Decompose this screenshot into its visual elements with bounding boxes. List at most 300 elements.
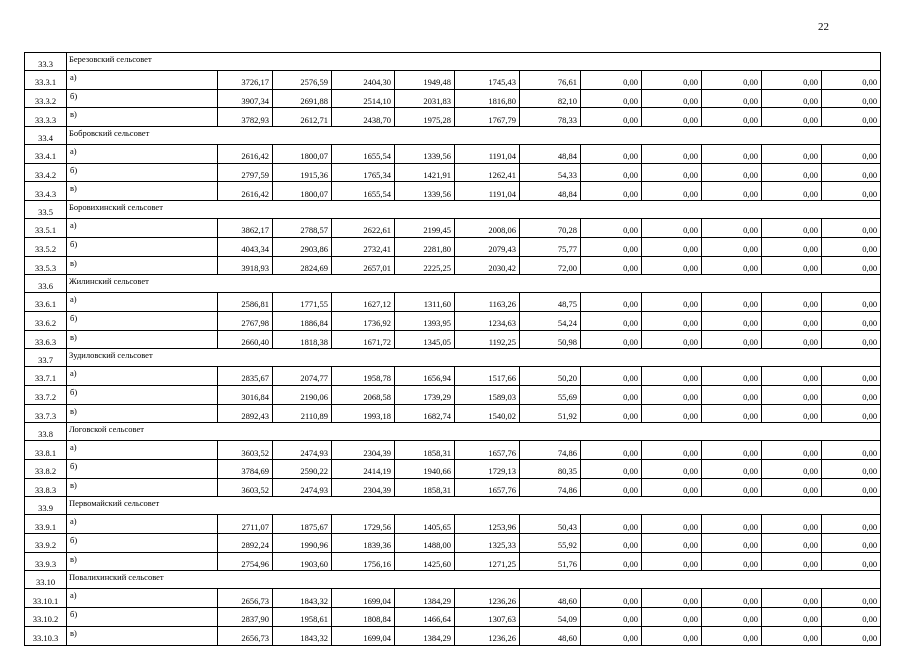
value-cell: 2616,42 <box>218 145 273 164</box>
value-cell: 1517,66 <box>455 367 520 386</box>
row-code: 33.7.3 <box>25 404 67 423</box>
row-code: 33.5.3 <box>25 256 67 275</box>
value-cell: 0,00 <box>702 256 762 275</box>
row-variant: б) <box>67 385 218 404</box>
value-cell: 1739,29 <box>395 385 455 404</box>
value-cell: 0,00 <box>822 293 881 312</box>
value-cell: 0,00 <box>642 608 702 627</box>
value-cell: 0,00 <box>581 89 642 108</box>
section-row <box>25 275 881 293</box>
value-cell: 0,00 <box>702 330 762 349</box>
value-cell: 1655,54 <box>332 145 395 164</box>
section-row <box>25 127 881 145</box>
value-cell: 1765,34 <box>332 163 395 182</box>
value-cell: 48,84 <box>520 182 581 201</box>
value-cell: 1425,60 <box>395 552 455 571</box>
value-cell: 48,60 <box>520 626 581 645</box>
value-cell: 0,00 <box>702 108 762 127</box>
row-variant: б) <box>67 608 218 627</box>
value-cell: 1736,92 <box>332 311 395 330</box>
value-cell: 2030,42 <box>455 256 520 275</box>
value-cell: 0,00 <box>702 404 762 423</box>
value-cell: 1993,18 <box>332 404 395 423</box>
value-cell: 2732,41 <box>332 237 395 256</box>
section-name: Логовской сельсовет <box>67 423 881 441</box>
section-name: Боровихинский сельсовет <box>67 201 881 219</box>
value-cell: 0,00 <box>581 367 642 386</box>
value-cell: 0,00 <box>642 367 702 386</box>
value-cell: 1657,76 <box>455 441 520 460</box>
value-cell: 2304,39 <box>332 478 395 497</box>
value-cell: 0,00 <box>822 311 881 330</box>
table-row <box>25 163 881 182</box>
value-cell: 1699,04 <box>332 589 395 608</box>
value-cell: 74,86 <box>520 441 581 460</box>
value-cell: 1886,84 <box>273 311 332 330</box>
row-variant: в) <box>67 404 218 423</box>
table-row <box>25 608 881 627</box>
value-cell: 0,00 <box>822 330 881 349</box>
row-code: 33.7.1 <box>25 367 67 386</box>
row-variant: в) <box>67 182 218 201</box>
value-cell: 1800,07 <box>273 145 332 164</box>
section-row <box>25 571 881 589</box>
value-cell: 1843,32 <box>273 589 332 608</box>
value-cell: 0,00 <box>762 182 822 201</box>
value-cell: 1627,12 <box>332 293 395 312</box>
value-cell: 0,00 <box>822 441 881 460</box>
value-cell: 0,00 <box>581 515 642 534</box>
value-cell: 0,00 <box>702 515 762 534</box>
value-cell: 0,00 <box>702 163 762 182</box>
value-cell: 1699,04 <box>332 626 395 645</box>
value-cell: 2797,59 <box>218 163 273 182</box>
value-cell: 1405,65 <box>395 515 455 534</box>
value-cell: 0,00 <box>702 552 762 571</box>
section-code: 33.3 <box>25 53 67 71</box>
row-variant: а) <box>67 145 218 164</box>
value-cell: 1816,80 <box>455 89 520 108</box>
value-cell: 1163,26 <box>455 293 520 312</box>
value-cell: 1311,60 <box>395 293 455 312</box>
row-code: 33.4.3 <box>25 182 67 201</box>
value-cell: 0,00 <box>642 219 702 238</box>
table-row <box>25 552 881 571</box>
value-cell: 0,00 <box>702 311 762 330</box>
table-row <box>25 256 881 275</box>
section-row <box>25 497 881 515</box>
value-cell: 0,00 <box>581 71 642 90</box>
value-cell: 0,00 <box>702 626 762 645</box>
value-cell: 0,00 <box>581 460 642 479</box>
row-code: 33.6.3 <box>25 330 67 349</box>
value-cell: 4043,34 <box>218 237 273 256</box>
value-cell: 1192,25 <box>455 330 520 349</box>
value-cell: 1655,54 <box>332 182 395 201</box>
value-cell: 0,00 <box>642 478 702 497</box>
value-cell: 0,00 <box>642 108 702 127</box>
table-row <box>25 478 881 497</box>
row-variant: а) <box>67 515 218 534</box>
value-cell: 2622,61 <box>332 219 395 238</box>
value-cell: 0,00 <box>702 608 762 627</box>
value-cell: 2474,93 <box>273 478 332 497</box>
value-cell: 0,00 <box>762 404 822 423</box>
section-name: Бобровский сельсовет <box>67 127 881 145</box>
value-cell: 1540,02 <box>455 404 520 423</box>
value-cell: 2657,01 <box>332 256 395 275</box>
value-cell: 0,00 <box>581 293 642 312</box>
value-cell: 0,00 <box>642 163 702 182</box>
value-cell: 2008,06 <box>455 219 520 238</box>
row-code: 33.9.3 <box>25 552 67 571</box>
value-cell: 2656,73 <box>218 589 273 608</box>
value-cell: 2824,69 <box>273 256 332 275</box>
section-code: 33.10 <box>25 571 67 589</box>
table-row <box>25 385 881 404</box>
value-cell: 0,00 <box>762 256 822 275</box>
value-cell: 54,33 <box>520 163 581 182</box>
value-cell: 1656,94 <box>395 367 455 386</box>
row-variant: б) <box>67 237 218 256</box>
section-name: Жилинский сельсовет <box>67 275 881 293</box>
value-cell: 75,77 <box>520 237 581 256</box>
value-cell: 1771,55 <box>273 293 332 312</box>
value-cell: 1958,78 <box>332 367 395 386</box>
value-cell: 3782,93 <box>218 108 273 127</box>
table-row <box>25 89 881 108</box>
section-code: 33.4 <box>25 127 67 145</box>
value-cell: 1975,28 <box>395 108 455 127</box>
value-cell: 0,00 <box>822 367 881 386</box>
row-code: 33.10.3 <box>25 626 67 645</box>
row-code: 33.5.2 <box>25 237 67 256</box>
value-cell: 3603,52 <box>218 478 273 497</box>
section-row <box>25 201 881 219</box>
value-cell: 0,00 <box>642 385 702 404</box>
value-cell: 0,00 <box>581 182 642 201</box>
value-cell: 2612,71 <box>273 108 332 127</box>
value-cell: 0,00 <box>642 89 702 108</box>
value-cell: 1339,56 <box>395 182 455 201</box>
value-cell: 0,00 <box>762 311 822 330</box>
row-variant: а) <box>67 441 218 460</box>
value-cell: 0,00 <box>822 163 881 182</box>
value-cell: 1488,00 <box>395 534 455 553</box>
value-cell: 0,00 <box>642 182 702 201</box>
value-cell: 0,00 <box>642 330 702 349</box>
value-cell: 0,00 <box>762 219 822 238</box>
value-cell: 0,00 <box>762 330 822 349</box>
value-cell: 2068,58 <box>332 385 395 404</box>
value-cell: 2837,90 <box>218 608 273 627</box>
value-cell: 1818,38 <box>273 330 332 349</box>
value-cell: 0,00 <box>702 534 762 553</box>
value-cell: 0,00 <box>762 478 822 497</box>
table-row <box>25 108 881 127</box>
value-cell: 0,00 <box>822 145 881 164</box>
value-cell: 0,00 <box>642 441 702 460</box>
section-name: Березовский сельсовет <box>67 53 881 71</box>
value-cell: 3918,93 <box>218 256 273 275</box>
row-variant: а) <box>67 293 218 312</box>
value-cell: 1915,36 <box>273 163 332 182</box>
value-cell: 2691,88 <box>273 89 332 108</box>
value-cell: 0,00 <box>581 478 642 497</box>
value-cell: 0,00 <box>762 293 822 312</box>
value-cell: 0,00 <box>702 145 762 164</box>
page-number: 22 <box>818 21 829 33</box>
value-cell: 0,00 <box>822 108 881 127</box>
value-cell: 0,00 <box>581 237 642 256</box>
value-cell: 0,00 <box>822 552 881 571</box>
value-cell: 1767,79 <box>455 108 520 127</box>
section-code: 33.9 <box>25 497 67 515</box>
row-code: 33.8.1 <box>25 441 67 460</box>
value-cell: 0,00 <box>762 163 822 182</box>
value-cell: 0,00 <box>581 256 642 275</box>
value-cell: 2225,25 <box>395 256 455 275</box>
value-cell: 0,00 <box>702 89 762 108</box>
row-code: 33.3.1 <box>25 71 67 90</box>
row-code: 33.5.1 <box>25 219 67 238</box>
value-cell: 2190,06 <box>273 385 332 404</box>
data-table <box>24 52 881 646</box>
value-cell: 0,00 <box>822 534 881 553</box>
value-cell: 48,75 <box>520 293 581 312</box>
value-cell: 0,00 <box>642 145 702 164</box>
row-code: 33.9.2 <box>25 534 67 553</box>
row-variant: а) <box>67 367 218 386</box>
row-code: 33.8.3 <box>25 478 67 497</box>
row-variant: б) <box>67 460 218 479</box>
value-cell: 0,00 <box>762 89 822 108</box>
table-row <box>25 145 881 164</box>
table-body <box>25 53 881 646</box>
value-cell: 50,20 <box>520 367 581 386</box>
value-cell: 50,98 <box>520 330 581 349</box>
value-cell: 1421,91 <box>395 163 455 182</box>
value-cell: 2586,81 <box>218 293 273 312</box>
value-cell: 0,00 <box>702 367 762 386</box>
value-cell: 0,00 <box>702 237 762 256</box>
section-row <box>25 423 881 441</box>
row-variant: б) <box>67 534 218 553</box>
value-cell: 0,00 <box>581 404 642 423</box>
value-cell: 0,00 <box>822 626 881 645</box>
row-variant: в) <box>67 256 218 275</box>
value-cell: 0,00 <box>822 219 881 238</box>
value-cell: 72,00 <box>520 256 581 275</box>
table-row <box>25 182 881 201</box>
value-cell: 74,86 <box>520 478 581 497</box>
value-cell: 2474,93 <box>273 441 332 460</box>
value-cell: 0,00 <box>762 460 822 479</box>
value-cell: 2304,39 <box>332 441 395 460</box>
table-row <box>25 515 881 534</box>
value-cell: 1307,63 <box>455 608 520 627</box>
value-cell: 1949,48 <box>395 71 455 90</box>
value-cell: 2711,07 <box>218 515 273 534</box>
value-cell: 78,33 <box>520 108 581 127</box>
value-cell: 0,00 <box>762 71 822 90</box>
value-cell: 1384,29 <box>395 626 455 645</box>
value-cell: 2414,19 <box>332 460 395 479</box>
value-cell: 82,10 <box>520 89 581 108</box>
row-variant: а) <box>67 589 218 608</box>
value-cell: 0,00 <box>762 589 822 608</box>
value-cell: 1671,72 <box>332 330 395 349</box>
value-cell: 0,00 <box>822 404 881 423</box>
value-cell: 2110,89 <box>273 404 332 423</box>
value-cell: 1990,96 <box>273 534 332 553</box>
value-cell: 80,35 <box>520 460 581 479</box>
value-cell: 0,00 <box>822 256 881 275</box>
value-cell: 1466,64 <box>395 608 455 627</box>
table-row <box>25 404 881 423</box>
value-cell: 1345,05 <box>395 330 455 349</box>
value-cell: 0,00 <box>642 460 702 479</box>
value-cell: 2438,70 <box>332 108 395 127</box>
value-cell: 0,00 <box>581 385 642 404</box>
value-cell: 0,00 <box>822 71 881 90</box>
value-cell: 2590,22 <box>273 460 332 479</box>
value-cell: 0,00 <box>642 404 702 423</box>
row-variant: а) <box>67 71 218 90</box>
table-row <box>25 311 881 330</box>
value-cell: 48,84 <box>520 145 581 164</box>
row-code: 33.8.2 <box>25 460 67 479</box>
value-cell: 0,00 <box>642 256 702 275</box>
row-code: 33.10.2 <box>25 608 67 627</box>
value-cell: 0,00 <box>702 385 762 404</box>
value-cell: 2079,43 <box>455 237 520 256</box>
value-cell: 1339,56 <box>395 145 455 164</box>
value-cell: 0,00 <box>642 534 702 553</box>
value-cell: 0,00 <box>762 608 822 627</box>
value-cell: 0,00 <box>702 478 762 497</box>
value-cell: 2074,77 <box>273 367 332 386</box>
row-code: 33.7.2 <box>25 385 67 404</box>
value-cell: 1756,16 <box>332 552 395 571</box>
value-cell: 2404,30 <box>332 71 395 90</box>
value-cell: 3016,84 <box>218 385 273 404</box>
value-cell: 0,00 <box>762 108 822 127</box>
value-cell: 1657,76 <box>455 478 520 497</box>
value-cell: 1325,33 <box>455 534 520 553</box>
value-cell: 55,92 <box>520 534 581 553</box>
row-code: 33.3.2 <box>25 89 67 108</box>
value-cell: 2754,96 <box>218 552 273 571</box>
value-cell: 54,09 <box>520 608 581 627</box>
value-cell: 0,00 <box>762 237 822 256</box>
value-cell: 0,00 <box>702 293 762 312</box>
row-variant: в) <box>67 552 218 571</box>
row-variant: в) <box>67 330 218 349</box>
value-cell: 3603,52 <box>218 441 273 460</box>
value-cell: 0,00 <box>642 311 702 330</box>
row-code: 33.4.1 <box>25 145 67 164</box>
row-code: 33.4.2 <box>25 163 67 182</box>
section-name: Первомайский сельсовет <box>67 497 881 515</box>
value-cell: 0,00 <box>702 182 762 201</box>
value-cell: 54,24 <box>520 311 581 330</box>
value-cell: 0,00 <box>581 219 642 238</box>
value-cell: 0,00 <box>762 534 822 553</box>
row-variant: в) <box>67 478 218 497</box>
value-cell: 1808,84 <box>332 608 395 627</box>
section-row <box>25 349 881 367</box>
value-cell: 70,28 <box>520 219 581 238</box>
value-cell: 0,00 <box>581 552 642 571</box>
value-cell: 1191,04 <box>455 182 520 201</box>
value-cell: 0,00 <box>581 330 642 349</box>
value-cell: 0,00 <box>762 441 822 460</box>
value-cell: 3862,17 <box>218 219 273 238</box>
section-code: 33.8 <box>25 423 67 441</box>
value-cell: 1875,67 <box>273 515 332 534</box>
row-code: 33.9.1 <box>25 515 67 534</box>
value-cell: 51,92 <box>520 404 581 423</box>
value-cell: 1253,96 <box>455 515 520 534</box>
value-cell: 3907,34 <box>218 89 273 108</box>
value-cell: 2892,43 <box>218 404 273 423</box>
value-cell: 2656,73 <box>218 626 273 645</box>
table-row <box>25 441 881 460</box>
value-cell: 1858,31 <box>395 441 455 460</box>
row-variant: б) <box>67 311 218 330</box>
value-cell: 2031,83 <box>395 89 455 108</box>
row-variant: б) <box>67 89 218 108</box>
value-cell: 0,00 <box>581 108 642 127</box>
value-cell: 0,00 <box>702 460 762 479</box>
value-cell: 0,00 <box>642 589 702 608</box>
value-cell: 0,00 <box>642 515 702 534</box>
value-cell: 0,00 <box>581 163 642 182</box>
value-cell: 2767,98 <box>218 311 273 330</box>
value-cell: 0,00 <box>581 311 642 330</box>
value-cell: 2660,40 <box>218 330 273 349</box>
table-row <box>25 293 881 312</box>
value-cell: 0,00 <box>822 515 881 534</box>
value-cell: 76,61 <box>520 71 581 90</box>
value-cell: 0,00 <box>642 293 702 312</box>
value-cell: 0,00 <box>642 237 702 256</box>
value-cell: 2616,42 <box>218 182 273 201</box>
value-cell: 0,00 <box>702 71 762 90</box>
value-cell: 0,00 <box>762 515 822 534</box>
table-row <box>25 367 881 386</box>
value-cell: 1729,13 <box>455 460 520 479</box>
table-row <box>25 534 881 553</box>
value-cell: 2576,59 <box>273 71 332 90</box>
value-cell: 0,00 <box>822 89 881 108</box>
row-code: 33.10.1 <box>25 589 67 608</box>
value-cell: 2199,45 <box>395 219 455 238</box>
table-row <box>25 330 881 349</box>
value-cell: 2788,57 <box>273 219 332 238</box>
value-cell: 3784,69 <box>218 460 273 479</box>
row-variant: в) <box>67 626 218 645</box>
value-cell: 1729,56 <box>332 515 395 534</box>
value-cell: 1236,26 <box>455 626 520 645</box>
table-row <box>25 237 881 256</box>
value-cell: 48,60 <box>520 589 581 608</box>
value-cell: 0,00 <box>822 385 881 404</box>
value-cell: 1800,07 <box>273 182 332 201</box>
value-cell: 0,00 <box>822 589 881 608</box>
table-row <box>25 626 881 645</box>
